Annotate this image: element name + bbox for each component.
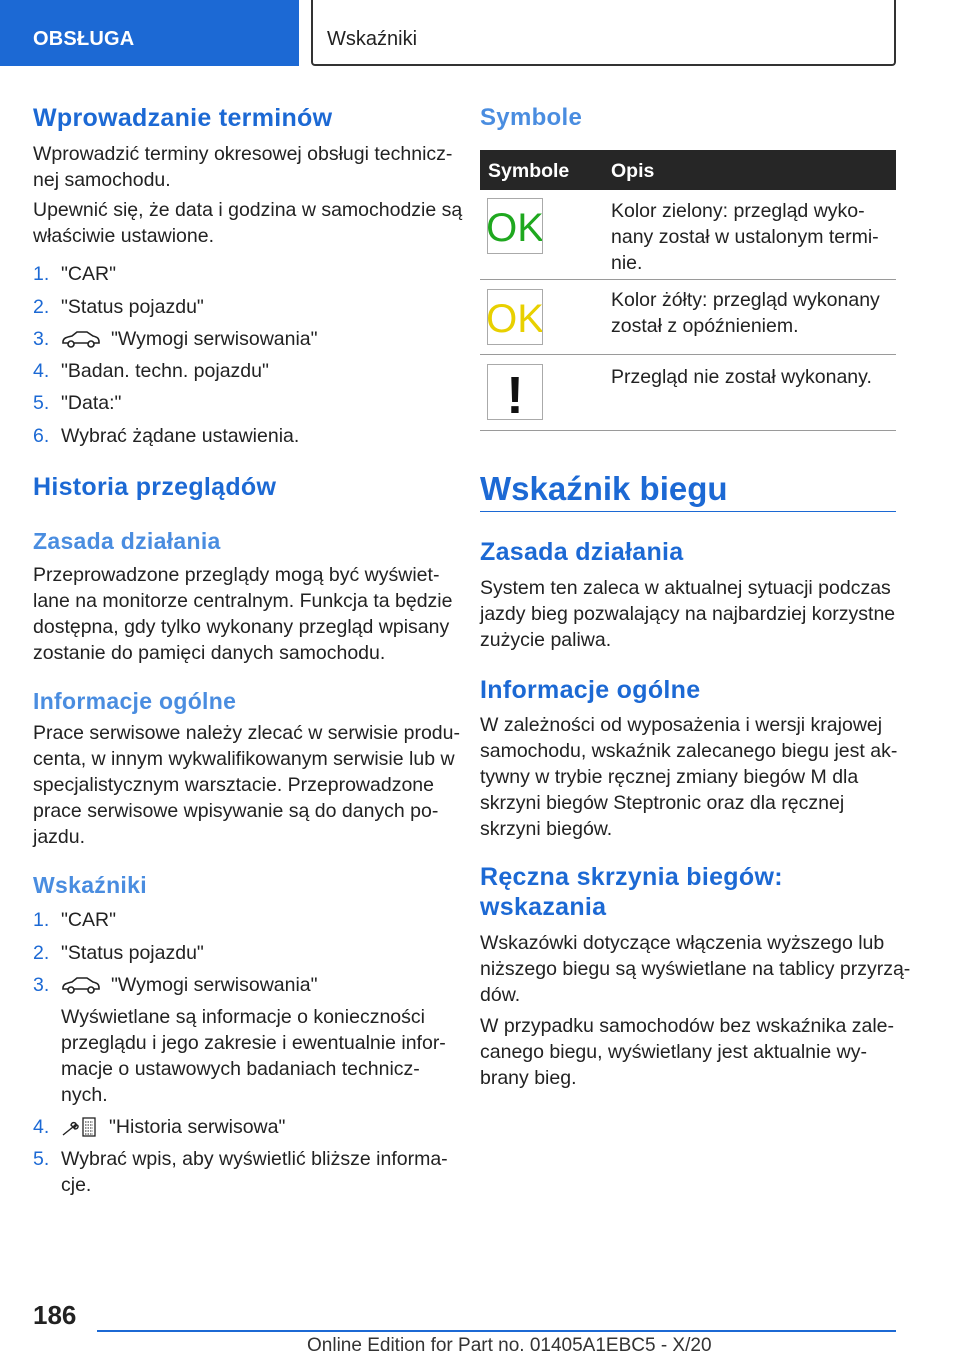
heading-general-right: Informacje ogólne	[480, 676, 701, 704]
heading-manual-2: wskazania	[480, 893, 607, 921]
heading-symbols: Symbole	[480, 104, 583, 131]
heading-principle-right: Zasada działania	[480, 538, 684, 566]
footer-rule	[97, 1330, 896, 1332]
para-general-left: Prace serwisowe należy zlecać w serwisie produ- centa, w innym wykwalifikowanym serwisie lub w specjalistycznym warsztacie. Przeprowadzone prace serwisowe wpisywanie są do danych po- jazdu.	[33, 722, 460, 848]
svg-text:!: !	[506, 367, 524, 419]
ok-green-icon	[487, 198, 543, 254]
chapter-box	[311, 0, 896, 66]
col-description: Opis	[611, 160, 655, 182]
section-tab	[0, 0, 299, 66]
step3-note: Wyświetlane są informacje o konieczności przeglądu i jego zakresie i ewentualnie infor- macje o ustawowych badaniach technicz- nych.	[61, 1006, 446, 1106]
para-principle-left: Przeprowadzone przeglądy mogą być wyświet- lane na monitorze centralnym. Funkcja ta będzie dostępna, gdy tylko wykonany przegląd wpisany zostanie do pamięci danych samochodu.	[33, 564, 453, 664]
heading-principle-left: Zasada działania	[33, 528, 221, 554]
chapter-label: Wskaźniki	[327, 28, 418, 50]
step5-cont: cje.	[61, 1174, 92, 1196]
exclamation-icon	[487, 364, 543, 420]
heading-enter-dates: Wprowadzanie terminów	[33, 104, 333, 132]
svg-text:OK: OK	[488, 297, 542, 341]
col-symbols: Symbole	[488, 160, 570, 182]
table-row: Kolor zielony: przegląd wyko- nany został w ustalonym termi- nie.	[611, 200, 879, 274]
section-label: OBSŁUGA	[33, 28, 135, 50]
page-number: 186	[33, 1300, 77, 1330]
para-general-right: W zależności od wyposażenia i wersji krajowej samochodu, wskaźnik zalecanego biegu jest ak- tywny w trybie ręcznej zmiany biegów M dla skrzyni biegów Steptronic oraz dla ręcznej skrzyni biegów.	[480, 714, 898, 840]
car-icon	[61, 975, 101, 995]
svg-text:OK: OK	[488, 206, 542, 250]
heading-rule	[480, 511, 896, 512]
para-manual-2: W przypadku samochodów bez wskaźnika zale- canego biegu, wyświetlany jest aktualnie wy- brany bieg.	[480, 1015, 895, 1089]
heading-manual-1: Ręczna skrzynia biegów:	[480, 863, 783, 891]
heading-gear-indicator: Wskaźnik biegu	[480, 470, 728, 507]
row-divider	[480, 430, 896, 431]
para-principle-right: System ten zaleca w aktualnej sytuacji podczas jazdy bieg pozwalający na najbardziej korzystne zużycie paliwa.	[480, 577, 896, 651]
table-row: Kolor żółty: przegląd wykonany został z opóźnieniem.	[611, 289, 880, 337]
car-icon	[61, 329, 101, 349]
heading-service-history: Historia przeglądów	[33, 473, 277, 501]
table-row: Przegląd nie został wykonany.	[611, 366, 872, 388]
service-history-icon	[61, 1116, 97, 1138]
para-manual-1: Wskazówki dotyczące włączenia wyższego lub niższego biegu są wyświetlane na tablicy przyrzą- dów.	[480, 932, 911, 1006]
para-dates-1: Wprowadzić terminy okresowej obsługi technicz- nej samochodu.	[33, 143, 453, 191]
row-divider	[480, 354, 896, 355]
edition-text: Online Edition for Part no. 01405A1EBC5 - X/20	[307, 1335, 712, 1356]
table-header	[480, 150, 896, 190]
ok-yellow-icon	[487, 289, 543, 345]
heading-general-left: Informacje ogólne	[33, 688, 237, 714]
para-dates-2: Upewnić się, że data i godzina w samochodzie są właściwie ustawione.	[33, 199, 463, 247]
heading-indicators: Wskaźniki	[33, 872, 147, 898]
row-divider	[480, 279, 896, 280]
